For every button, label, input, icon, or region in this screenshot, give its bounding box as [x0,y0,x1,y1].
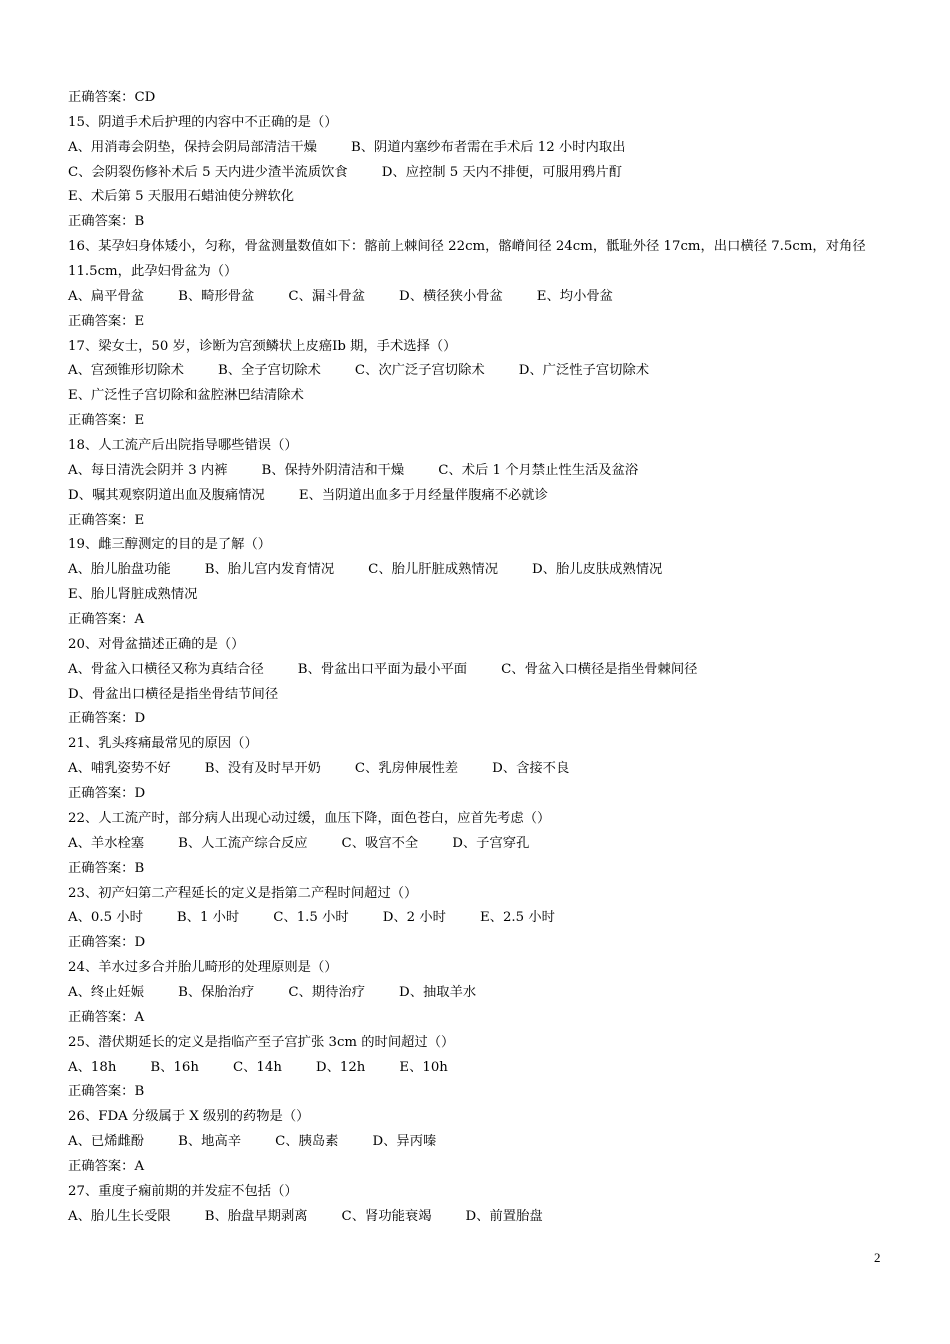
options-line [68,558,888,583]
answer-option: C、漏斗骨盆 [288,288,366,304]
options-line [68,285,888,310]
question-text: 21、乳头疼痛最常见的原因（） [68,736,258,752]
answer-option: C、期待治疗 [288,984,366,1000]
answer-option: D、胎儿皮肤成熟情况 [532,562,663,578]
options-line [68,1056,888,1081]
correct-answer: 正确答案：D [68,711,146,727]
answer-option: A、哺乳姿势不好 [68,761,171,777]
answer-option: B、没有及时早开奶 [204,761,321,777]
answer-option: C、会阴裂伤修补术后 5 天内进少渣半流质饮食 [68,164,348,180]
text-line: 11.5cm，此孕妇骨盆为（） [68,264,238,280]
page-content [68,86,888,1230]
correct-answer: 正确答案：E [68,413,145,429]
options-line [68,1130,888,1155]
options-line [68,906,888,931]
answer-option: A、0.5 小时 [68,910,143,926]
answer-option: B、保持外阴清洁和干燥 [261,462,405,478]
answer-option: A、胎儿胎盘功能 [68,562,171,578]
answer-option: B、1 小时 [176,910,240,926]
question-text: 22、人工流产时，部分病人出现心动过缓，血压下降，面色苍白，应首先考虑（） [68,810,551,826]
answer-option: A、宫颈锥形切除术 [68,363,184,379]
question-text: 27、重度子痫前期的并发症不包括（） [68,1183,298,1199]
answer-option: C、骨盆入口横径是指坐骨棘间径 [501,661,698,677]
answer-option: A、每日清洗会阴并 3 内裤 [68,462,228,478]
correct-answer: 正确答案：A [68,1158,145,1174]
answer-option: C、1.5 小时 [273,910,349,926]
options-line [68,161,888,186]
answer-option: B、保胎治疗 [178,984,255,1000]
answer-option: D、2 小时 [382,910,446,926]
question-text: 24、羊水过多合并胎儿畸形的处理原则是（） [68,960,338,976]
answer-option: E、当阴道出血多于月经量伴腹痛不必就诊 [298,487,548,503]
question-text: 16、某孕妇身体矮小，匀称，骨盆测量数值如下：髂前上棘间径 22cm，髂嵴间径 24cm，骶耻外径 17cm，出口横径 7.5cm，对角径 [68,239,866,255]
answer-option: C、胎儿肝脏成熟情况 [368,562,498,578]
answer-option: D、12h [315,1059,366,1075]
options-line [68,757,888,782]
answer-option: D、横径狭小骨盆 [399,288,503,304]
answer-option: E、广泛性子宫切除和盆腔淋巴结清除术 [68,388,304,404]
answer-option: C、次广泛子宫切除术 [354,363,485,379]
answer-option: A、胎儿生长受限 [68,1208,171,1224]
answer-option: C、吸宫不全 [341,835,419,851]
answer-option: B、骨盆出口平面为最小平面 [297,661,468,677]
answer-option: C、乳房伸展性差 [354,761,459,777]
answer-option: D、应控制 5 天内不排便，可服用鸦片酊 [381,164,623,180]
answer-option: B、胎儿宫内发育情况 [204,562,335,578]
answer-option: C、肾功能衰竭 [341,1208,432,1224]
answer-option: D、含接不良 [492,761,570,777]
options-line [68,658,888,683]
options-line [68,359,888,384]
answer-option: A、终止妊娠 [68,984,145,1000]
answer-option: D、前置胎盘 [465,1208,543,1224]
answer-option: D、广泛性子宫切除术 [518,363,650,379]
answer-option: E、10h [399,1059,448,1075]
options-line [68,832,888,857]
answer-option: C、术后 1 个月禁止性生活及盆浴 [438,462,639,478]
options-line [68,459,888,484]
options-line [68,1205,888,1230]
answer-option: A、羊水栓塞 [68,835,145,851]
correct-answer: 正确答案：B [68,1084,145,1100]
answer-option: D、子宫穿孔 [452,835,530,851]
answer-option: C、胰岛素 [275,1134,339,1150]
answer-option: B、胎盘早期剥离 [204,1208,308,1224]
answer-option: A、扁平骨盆 [68,288,145,304]
correct-answer: 正确答案：A [68,1009,145,1025]
correct-answer: 正确答案：A [68,612,145,628]
answer-option: B、阴道内塞纱布者需在手术后 12 小时内取出 [350,139,626,155]
answer-option: B、地高辛 [178,1134,242,1150]
answer-option: D、抽取羊水 [399,984,477,1000]
answer-option: A、18h [68,1059,117,1075]
options-line [68,484,888,509]
answer-option: A、用消毒会阴垫，保持会阴局部清洁干燥 [68,139,317,155]
answer-option: E、2.5 小时 [479,910,555,926]
correct-answer: 正确答案：CD [68,90,156,105]
correct-answer: 正确答案：D [68,786,146,802]
answer-option: B、畸形骨盆 [178,288,255,304]
correct-answer: 正确答案：B [68,214,145,230]
question-text: 19、雌三醇测定的目的是了解（） [68,537,272,553]
correct-answer: 正确答案：E [68,313,145,329]
answer-option: B、16h [150,1059,199,1075]
answer-option: A、已烯雌酚 [68,1134,145,1150]
answer-option: B、全子宫切除术 [217,363,321,379]
answer-option: D、嘱其观察阴道出血及腹痛情况 [68,487,265,503]
options-line [68,981,888,1006]
question-text: 26、FDA 分级属于 X 级别的药物是（） [68,1109,310,1125]
question-text: 18、人工流产后出院指导哪些错误（） [68,438,298,454]
question-text: 23、初产妇第二产程延长的定义是指第二产程时间超过（） [68,885,418,901]
answer-option: D、异丙嗪 [372,1134,437,1150]
correct-answer: 正确答案：E [68,512,145,528]
question-text: 15、阴道手术后护理的内容中不正确的是（） [68,114,338,130]
answer-option: C、14h [232,1059,282,1075]
question-text: 17、梁女士，50 岁，诊断为宫颈鳞状上皮癌Ⅰb 期，手术选择（） [68,338,457,354]
answer-option: D、骨盆出口横径是指坐骨结节间径 [68,686,279,702]
answer-option: E、术后第 5 天服用石蜡油使分辨软化 [68,189,295,205]
answer-option: A、骨盆入口横径又称为真结合径 [68,661,264,677]
options-line [68,136,888,161]
answer-option: E、均小骨盆 [536,288,613,304]
correct-answer: 正确答案：B [68,860,145,876]
question-text: 25、潜伏期延长的定义是指临产至子宫扩张 3cm 的时间超过（） [68,1034,455,1050]
page-number: 2 [874,1250,881,1265]
correct-answer: 正确答案：D [68,935,146,951]
answer-option: E、胎儿肾脏成熟情况 [68,587,198,603]
question-text: 20、对骨盆描述正确的是（） [68,636,245,652]
answer-option: B、人工流产综合反应 [178,835,308,851]
